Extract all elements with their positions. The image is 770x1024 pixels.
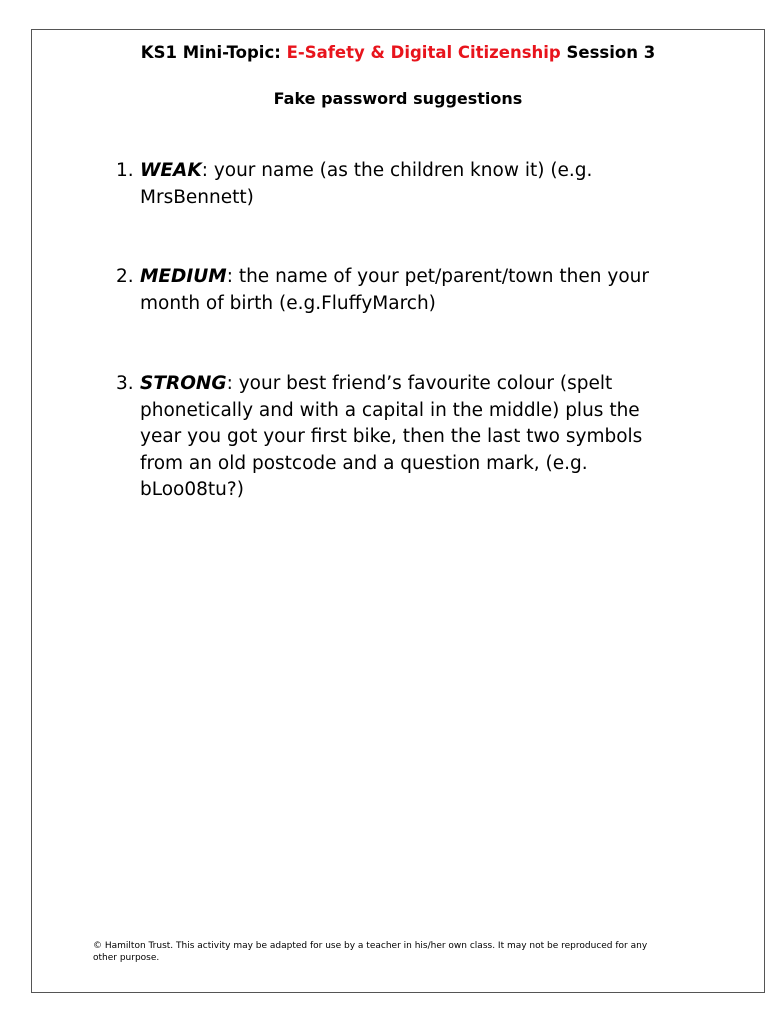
title-prefix: KS1 Mini-Topic: [140,43,287,62]
list-item-strong [116,371,661,504]
page-title [32,43,764,63]
list-item-number: 3. [116,373,134,394]
list-item-body [116,371,661,504]
copyright-footer: © Hamilton Trust. This activity may be adapted for use by a teacher in his/her own class. It may not be reproduced for any other purpose. [93,941,648,963]
list-item-number: 2. [116,266,134,287]
strength-level-label: MEDIUM [140,266,227,287]
list-item-body [116,264,661,317]
title-topic: E-Safety & Digital Citizenship [286,43,561,62]
list-item-medium [116,264,661,317]
list-item-weak [116,158,661,211]
title-suffix: Session 3 [560,43,656,62]
list-item-number: 1. [116,160,134,181]
strength-level-label: WEAK [140,160,202,181]
list-item-body [116,158,661,211]
page-frame [31,29,765,993]
list-item-text: : your name (as the children know it) (e.g. MrsBennett) [140,160,593,208]
list-item-text: : your best friend’s favourite colour (spelt phonetically and with a capital in the middle) plus the year you got your first bike, then the last two symbols from an old postcode and a question mark, (e.g. bLoo08tu?) [140,373,643,500]
list-item-text: : the name of your pet/parent/town then your month of birth (e.g.FluffyMarch) [140,266,649,314]
strength-level-label: STRONG [140,373,227,394]
page-subtitle: Fake password suggestions [273,89,523,108]
